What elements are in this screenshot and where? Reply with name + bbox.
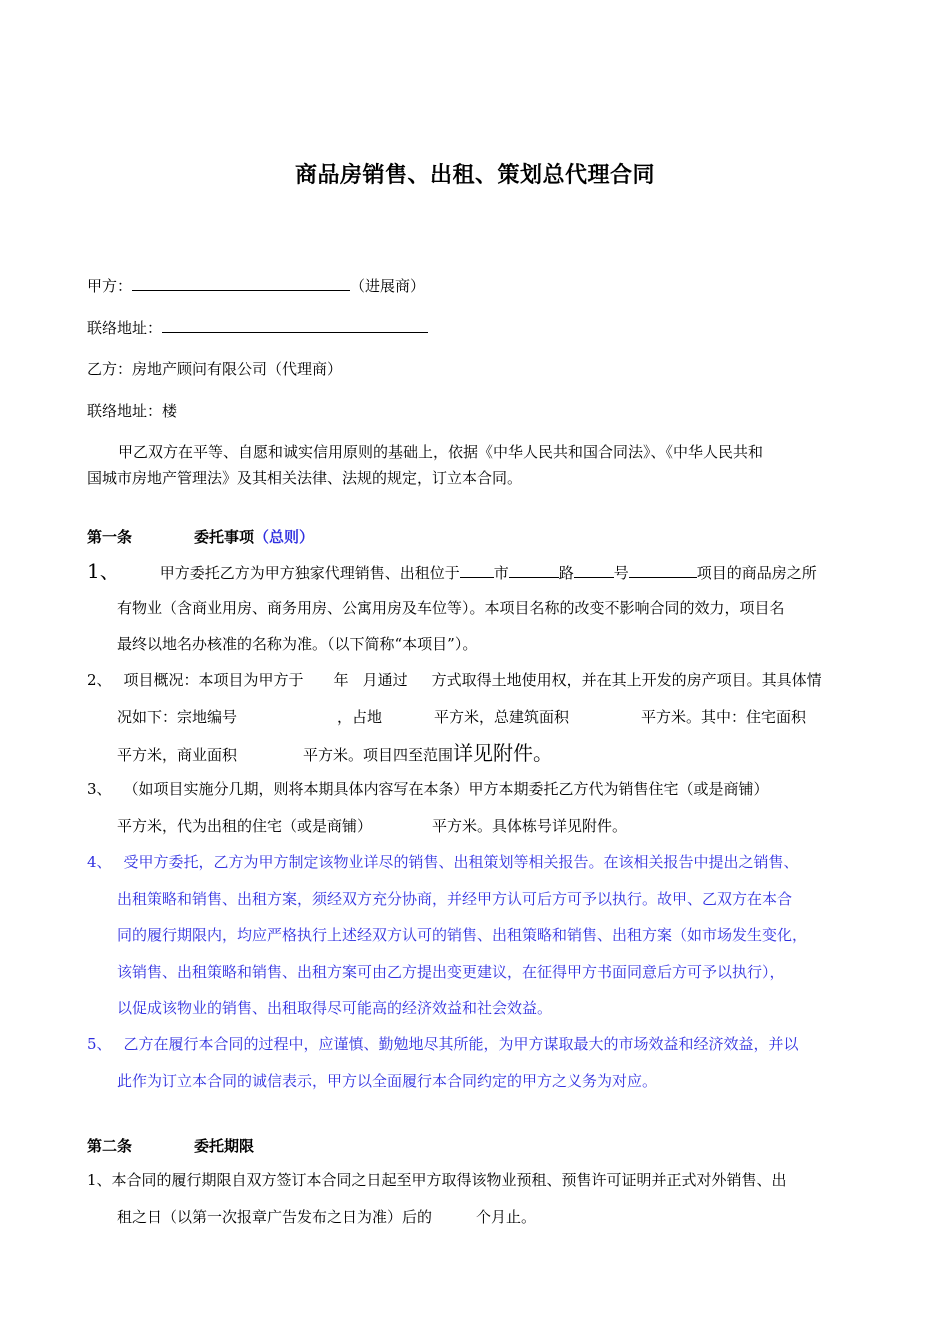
- section-2-item-1-months: 个月止。: [476, 1207, 537, 1226]
- item-2-attachment: 详见附件。: [453, 741, 554, 765]
- item-3-rental: 平方米，代为出租的住宅（或是商铺）: [117, 816, 373, 835]
- section-2-item-1-line-2: 租之日（以第一次报章广告发布之日为准）后的: [117, 1207, 433, 1226]
- item-1-line-3: 最终以地名办核准的名称为准。（以下简称“本项目”）。: [117, 635, 478, 653]
- item-2-year: 年: [333, 671, 349, 689]
- item-2-parcel: 况如下：宗地编号: [117, 707, 238, 726]
- item-4-line-1: 受甲方委托，乙方为甲方制定该物业详尽的销售、出租策划等相关报告。在该相关报告中提出之销售、: [123, 853, 799, 871]
- section-1-item-1: [87, 553, 817, 663]
- section-2-item-1-line-1: 1、本合同的履行期限自双方签订本合同之日起至甲方取得该物业预租、预售许可证明并正式对外销售、出: [87, 1171, 787, 1189]
- item-4-number: 4、: [87, 853, 112, 871]
- section-1-item-5: [87, 1026, 799, 1099]
- item-5-line-1: 乙方在履行本合同的过程中，应谨慎、勤勉地尽其所能，为甲方谋取最大的市场效益和经济效益，并以: [123, 1035, 799, 1053]
- item-2-text-a: 项目概况：本项目为甲方于: [123, 671, 304, 689]
- item-1-number-label: 号: [613, 564, 629, 582]
- item-4-line-2: 出租策略和销售、出租方案，须经双方充分协商，并经甲方认可后方可予以执行。故甲、乙双方在本合: [117, 889, 793, 908]
- item-1-road-label: 路: [558, 564, 574, 582]
- party-a-line: [87, 276, 425, 296]
- item-1-line-2: 有物业（含商业用房、商务用房、公寓用房及车位等）。本项目名称的改变不影响合同的效力，项目名: [117, 598, 785, 617]
- section-1-heading: [87, 527, 314, 547]
- number-blank: [574, 563, 614, 578]
- item-4-line-5: 以促成该物业的销售、出租取得尽可能高的经济效益和社会效益。: [117, 999, 553, 1017]
- preamble-line-1: 甲乙双方在平等、自愿和诚实信用原则的基础上，依据《中华人民共和国合同法》、《中华人民共和: [118, 443, 764, 461]
- preamble-line-2: 国城市房地产管理法》及其相关法律、法规的规定，订立本合同。: [87, 469, 523, 487]
- item-3-number: 3、: [87, 780, 112, 798]
- section-1-item-2: [87, 662, 822, 772]
- party-a-address-blank: [162, 318, 428, 333]
- party-b-line: 乙方：房地产顾问有限公司（代理商）: [87, 360, 343, 378]
- party-a-blank: [132, 276, 350, 291]
- section-2-item-1: [87, 1162, 787, 1235]
- city-blank: [460, 563, 494, 578]
- section-2-title: 委托期限: [194, 1137, 255, 1155]
- party-b-address-line: 联络地址：楼: [87, 402, 178, 420]
- item-3-text: （如项目实施分几期，则将本期具体内容写在本条）甲方本期委托乙方代为销售住宅（或是商铺）: [123, 780, 769, 798]
- party-a-label: 甲方：: [87, 277, 133, 295]
- item-4-line-4: 该销售、出租策略和销售、出租方案可由乙方提出变更建议，在征得甲方书面同意后方可予以执行），: [117, 962, 785, 981]
- item-2-commercial: 平方米，商业面积: [117, 746, 238, 764]
- item-2-number: 2、: [87, 671, 112, 689]
- item-5-number: 5、: [87, 1035, 112, 1053]
- item-4-line-3: 同的履行期限内，均应严格执行上述经双方认可的销售、出租策略和销售、出租方案（如市场发生变化，: [117, 926, 808, 944]
- item-3-buildings: 平方米。具体栋号详见附件。: [432, 816, 628, 835]
- party-a-suffix: （进展商）: [350, 277, 426, 295]
- item-1-text: 甲方委托乙方为甲方独家代理销售、出租位于: [159, 564, 460, 582]
- section-2-heading: [87, 1136, 254, 1156]
- document-title: 商品房销售、出租、策划总代理合同: [294, 163, 655, 188]
- section-2-number: 第二条: [87, 1137, 133, 1155]
- section-1-title-note: （总则）: [254, 528, 315, 546]
- item-5-line-2: 此作为订立本合同的诚信表示，甲方以全面履行本合同约定的甲方之义务为对应。: [117, 1071, 658, 1090]
- item-2-area: ，占地: [337, 707, 383, 726]
- section-1-title: 委托事项: [194, 528, 255, 546]
- party-a-address-label: 联络地址：: [87, 319, 163, 337]
- party-a-address-line: [87, 318, 428, 338]
- road-blank: [509, 563, 559, 578]
- section-1-item-4: [87, 844, 807, 1027]
- item-2-residential: 平方米。其中：住宅面积: [641, 707, 807, 726]
- item-1-number: 1、: [87, 559, 120, 583]
- item-2-total-area: 平方米，总建筑面积: [434, 707, 570, 726]
- section-1-number: 第一条: [87, 528, 133, 546]
- item-2-boundary: 平方米。项目四至范围: [303, 746, 454, 764]
- section-1-item-3: [87, 771, 769, 844]
- item-1-text-end: 项目的商品房之所: [696, 564, 817, 582]
- project-blank: [629, 563, 697, 578]
- item-1-city-label: 市: [493, 564, 509, 582]
- item-2-month: 月通过: [362, 671, 408, 689]
- item-2-text-d: 方式取得土地使用权，并在其上开发的房产项目。其具体情: [431, 671, 822, 689]
